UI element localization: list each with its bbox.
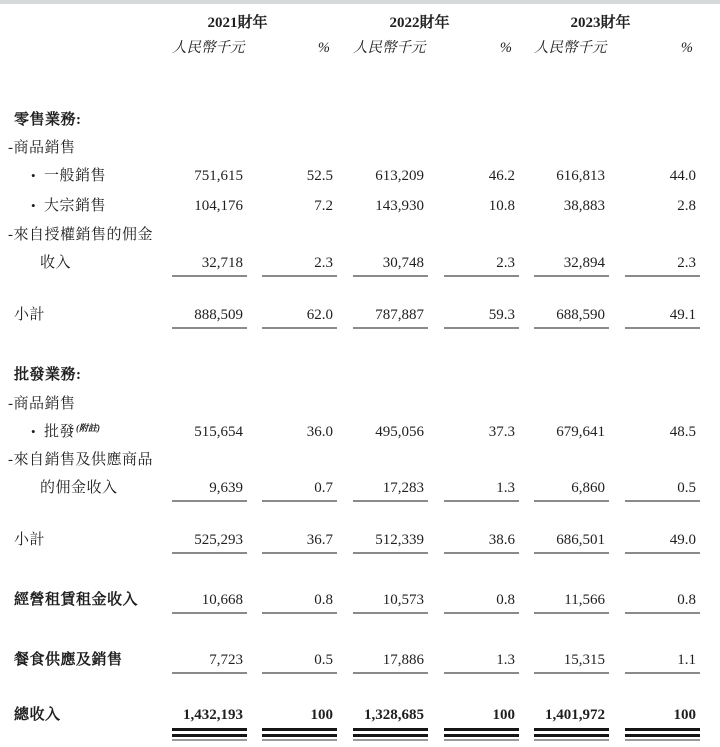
pct-2023: 2.8 bbox=[677, 198, 696, 214]
unit-label-2023: 人民幣千元 bbox=[534, 40, 607, 56]
row-label: -來自銷售及供應商品 bbox=[8, 452, 153, 468]
amt-2021: 1,432,193 bbox=[172, 705, 247, 729]
amt-2022: 512,339 bbox=[353, 530, 428, 554]
amt-2022: 613,209 bbox=[375, 168, 424, 184]
row-label bbox=[31, 166, 106, 186]
row-label: -商品銷售 bbox=[8, 396, 76, 412]
amt-2022: 143,930 bbox=[375, 198, 424, 214]
row-wholesale-section bbox=[0, 365, 720, 391]
row-label-text: 大宗銷售 bbox=[44, 198, 107, 214]
pct-2022: 38.6 bbox=[444, 530, 519, 554]
row-retail-goods-sales bbox=[0, 138, 720, 164]
amt-2023: 38,883 bbox=[563, 198, 605, 214]
amt-2021: 104,176 bbox=[194, 198, 243, 214]
amt-2021: 515,654 bbox=[194, 424, 243, 440]
section-label: 批發業務: bbox=[14, 367, 82, 383]
row-label: 餐食供應及銷售 bbox=[14, 652, 123, 668]
row-label: 小計 bbox=[14, 307, 46, 323]
pct-2022: 1.3 bbox=[444, 478, 519, 502]
pct-2022: 1.3 bbox=[444, 650, 519, 674]
percent-label-2021: % bbox=[317, 40, 330, 56]
row-label: -來自授權銷售的佣金 bbox=[8, 227, 153, 243]
pct-2021: 52.5 bbox=[306, 168, 333, 184]
table-subheader bbox=[0, 38, 720, 62]
section-label: 零售業務: bbox=[14, 112, 82, 128]
amt-2023: 6,860 bbox=[534, 478, 609, 502]
pct-2022: 2.3 bbox=[444, 253, 519, 277]
amt-2021: 525,293 bbox=[172, 530, 247, 554]
amt-2023: 688,590 bbox=[534, 305, 609, 329]
bullet-icon: • bbox=[31, 168, 37, 183]
page-top-border bbox=[0, 0, 720, 4]
unit-label-2022: 人民幣千元 bbox=[353, 40, 426, 56]
pct-2021: 0.8 bbox=[262, 590, 337, 614]
amt-2022: 1,328,685 bbox=[353, 705, 428, 729]
amt-2023: 1,401,972 bbox=[534, 705, 609, 729]
pct-2023: 44.0 bbox=[669, 168, 696, 184]
row-goods-commission-line1 bbox=[0, 450, 720, 476]
amt-2021: 10,668 bbox=[172, 590, 247, 614]
row-general-sales bbox=[0, 166, 720, 192]
amt-2022: 787,887 bbox=[353, 305, 428, 329]
pct-2022: 59.3 bbox=[444, 305, 519, 329]
row-goods-commission-income bbox=[0, 478, 720, 504]
row-label: -商品銷售 bbox=[8, 140, 76, 156]
amt-2022: 10,573 bbox=[353, 590, 428, 614]
percent-label-2022: % bbox=[499, 40, 512, 56]
row-label bbox=[31, 422, 100, 443]
row-operating-lease-rental-income bbox=[0, 590, 720, 616]
amt-2023: 686,501 bbox=[534, 530, 609, 554]
year-header-2021: 2021財年 bbox=[207, 15, 268, 31]
pct-2021: 62.0 bbox=[262, 305, 337, 329]
amt-2022: 17,283 bbox=[353, 478, 428, 502]
row-bulk-sales bbox=[0, 196, 720, 222]
pct-2021: 0.7 bbox=[262, 478, 337, 502]
amt-2023: 679,641 bbox=[556, 424, 605, 440]
year-header-2022: 2022財年 bbox=[389, 15, 450, 31]
pct-2023: 0.5 bbox=[625, 478, 700, 502]
year-header-2023: 2023財年 bbox=[570, 15, 631, 31]
unit-label-2021: 人民幣千元 bbox=[172, 40, 245, 56]
amt-2023: 32,894 bbox=[534, 253, 609, 277]
pct-2022: 0.8 bbox=[444, 590, 519, 614]
row-label: 總收入 bbox=[14, 707, 61, 723]
amt-2023: 15,315 bbox=[534, 650, 609, 674]
pct-2022: 10.8 bbox=[488, 198, 515, 214]
pct-2021: 36.0 bbox=[306, 424, 333, 440]
pct-2021: 36.7 bbox=[262, 530, 337, 554]
row-label: 經營租賃租金收入 bbox=[14, 592, 139, 608]
pct-2022: 37.3 bbox=[488, 424, 515, 440]
row-label-text: 批發 bbox=[44, 424, 76, 440]
amt-2021: 751,615 bbox=[194, 168, 243, 184]
amt-2021: 888,509 bbox=[172, 305, 247, 329]
footnote-ref: (附註) bbox=[76, 423, 101, 433]
row-label-text: 一般銷售 bbox=[44, 168, 107, 184]
row-label: 小計 bbox=[14, 532, 46, 548]
pct-2021: 100 bbox=[262, 705, 337, 729]
row-label: 的佣金收入 bbox=[40, 480, 118, 496]
pct-2023: 100 bbox=[625, 705, 700, 729]
row-wholesale-goods-sales bbox=[0, 394, 720, 420]
pct-2023: 48.5 bbox=[669, 424, 696, 440]
pct-2023: 49.1 bbox=[625, 305, 700, 329]
amt-2023: 11,566 bbox=[534, 590, 609, 614]
row-retail-subtotal bbox=[0, 305, 720, 331]
pct-2023: 0.8 bbox=[625, 590, 700, 614]
amt-2022: 30,748 bbox=[353, 253, 428, 277]
pct-2022: 46.2 bbox=[488, 168, 515, 184]
row-retail-section bbox=[0, 110, 720, 136]
pct-2022: 100 bbox=[444, 705, 519, 729]
pct-2023: 49.0 bbox=[625, 530, 700, 554]
percent-label-2023: % bbox=[680, 40, 693, 56]
amt-2021: 9,639 bbox=[172, 478, 247, 502]
row-license-commission-income bbox=[0, 253, 720, 279]
row-label: 收入 bbox=[40, 255, 72, 271]
pct-2021: 7.2 bbox=[314, 198, 333, 214]
row-total-revenue bbox=[0, 705, 720, 731]
pct-2023: 1.1 bbox=[625, 650, 700, 674]
pct-2023: 2.3 bbox=[625, 253, 700, 277]
amt-2023: 616,813 bbox=[556, 168, 605, 184]
amt-2021: 32,718 bbox=[172, 253, 247, 277]
bullet-icon: • bbox=[31, 198, 37, 213]
amt-2021: 7,723 bbox=[172, 650, 247, 674]
row-wholesale-subtotal bbox=[0, 530, 720, 556]
row-license-commission-line1 bbox=[0, 225, 720, 251]
pct-2021: 0.5 bbox=[262, 650, 337, 674]
amt-2022: 17,886 bbox=[353, 650, 428, 674]
row-food-supply-and-sales bbox=[0, 650, 720, 676]
row-label bbox=[31, 196, 106, 216]
row-wholesale-sales bbox=[0, 422, 720, 448]
bullet-icon: • bbox=[31, 424, 37, 439]
pct-2021: 2.3 bbox=[262, 253, 337, 277]
amt-2022: 495,056 bbox=[375, 424, 424, 440]
